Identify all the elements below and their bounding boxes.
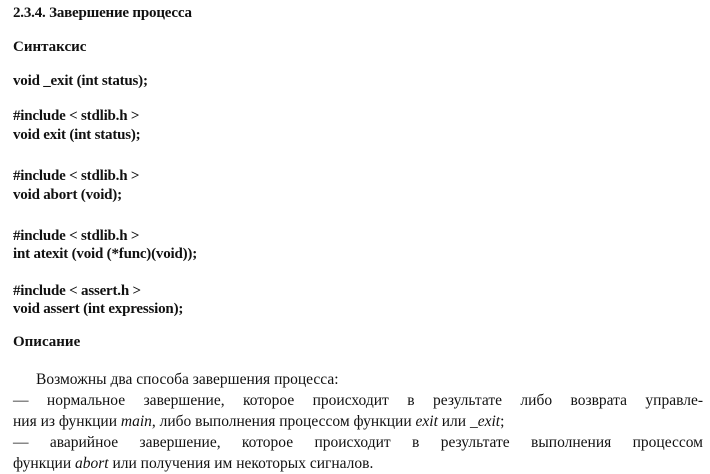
code-line-exit-underscore: void _exit (int status); bbox=[13, 73, 148, 89]
description-body bbox=[13, 369, 703, 474]
code-line-include-stdlib: #include < stdlib.h > bbox=[13, 228, 140, 244]
code-line-include-stdlib: #include < stdlib.h > bbox=[13, 168, 140, 184]
code-line-abort: void abort (void); bbox=[13, 187, 122, 203]
description-intro: Возможны два способа завершения процесса: bbox=[36, 371, 339, 388]
list-item-abnormal-line1: — аварийное завершение, которое происходит в результате выполнения процессом bbox=[13, 434, 703, 451]
function-name-abort: abort bbox=[75, 455, 109, 472]
list-item-normal-line1: — нормальное завершение, которое происходит в результате либо возврата управле- bbox=[13, 392, 703, 409]
code-line-include-assert: #include < assert.h > bbox=[13, 283, 141, 299]
code-line-exit: void exit (int status); bbox=[13, 127, 141, 143]
list-item-abnormal-line2: функции abort или получения им некоторых сигналов. bbox=[13, 455, 374, 472]
function-name-exit: exit bbox=[415, 413, 438, 430]
section-heading: 2.3.4. Завершение процесса bbox=[13, 5, 192, 21]
list-item-normal-line2: ния из функции main, либо выполнения процессом функции exit или _exit; bbox=[13, 413, 505, 430]
code-line-include-stdlib: #include < stdlib.h > bbox=[13, 108, 140, 124]
code-line-atexit: int atexit (void (*func)(void)); bbox=[13, 246, 197, 262]
syntax-title: Синтаксис bbox=[13, 39, 87, 55]
function-name-main: main bbox=[120, 413, 152, 430]
function-name-exit-underscore: _exit bbox=[469, 413, 501, 430]
code-line-assert: void assert (int expression); bbox=[13, 301, 184, 317]
description-title: Описание bbox=[13, 334, 81, 350]
